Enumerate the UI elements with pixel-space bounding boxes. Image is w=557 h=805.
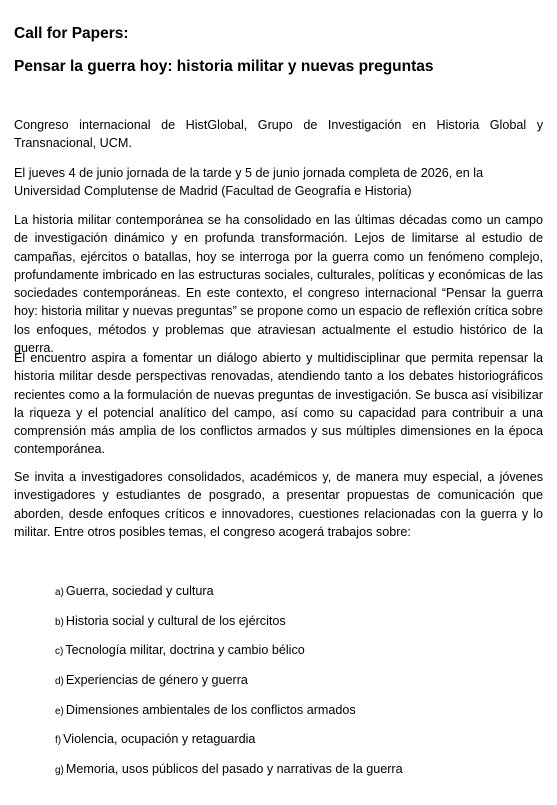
aims-paragraph: El encuentro aspira a fomentar un diálogo abierto y multidisciplinar que permita repensar la historia militar desde perspectivas renovadas, atendiendo tanto a los debates historiográficos recientes como a la formulación de nuevas preguntas de investigación. Se busca así visibilizar la riqueza y el potencial analítico del campo, así como su capacidad para contribuir a una comprensión más amplia de los conflictos armados y sus múltiples dimensiones en la época contemporánea.: [14, 351, 543, 457]
topic-item: [55, 613, 403, 643]
call-for-papers-label: Call for Papers:: [14, 25, 129, 42]
topic-letter: b): [55, 616, 64, 628]
topic-item: [55, 702, 403, 732]
topic-item: [55, 642, 403, 672]
topic-item: [55, 583, 403, 613]
topic-text: Historia social y cultural de los ejércitos: [65, 613, 286, 628]
topic-text: Memoria, usos públicos del pasado y narrativas de la guerra: [65, 762, 403, 777]
invitation-paragraph: Se invita a investigadores consolidados, académicos y, de manera muy especial, a jóvenes investigadores y estudiantes de posgrado, a presentar propuestas de comunicación que aborden, desde enfoques críticos e innovadores, cuestiones relacionadas con la guerra y lo militar. Entre otros posibles temas, el congreso acogerá trabajos sobre:: [14, 470, 543, 539]
topic-letter: d): [55, 676, 64, 688]
topic-text: Guerra, sociedad y cultura: [65, 584, 214, 598]
topic-letter: g): [55, 765, 64, 777]
topic-letter: f): [55, 735, 62, 747]
organizer-paragraph: Congreso internacional de HistGlobal, Grupo de Investigación en Historia Global y Transnacional, UCM.: [14, 118, 543, 151]
topic-item: [55, 731, 403, 761]
topic-letter: a): [55, 587, 64, 598]
topic-text: Dimensiones ambientales de los conflictos armados: [65, 702, 356, 717]
topic-text: Tecnología militar, doctrina y cambio bélico: [65, 643, 305, 658]
intro-paragraph: La historia militar contemporánea se ha consolidado en las últimas décadas como un campo de investigación dinámico y en profunda transformación. Lejos de limitarse al estudio de campañas, ejércitos o batallas, hoy se interroga por la guerra como un fenómeno complejo, profundamente imbricado en las estructuras sociales, culturales, políticas y económicas de las sociedades contemporáneas. En este contexto, el congreso internacional “Pensar la guerra hoy: historia militar y nuevas preguntas” se propone como un espacio de reflexión crítica sobre los enfoques, métodos y problemas que atraviesan actualmente el estudio histórico de la guerra.: [14, 213, 543, 356]
topic-item: [55, 761, 403, 791]
conference-title: Pensar la guerra hoy: historia militar y nuevas preguntas: [14, 58, 434, 75]
date-venue-paragraph: El jueves 4 de junio jornada de la tarde y 5 de junio jornada completa de 2026, en la Universidad Complutense de Madrid (Facultad de Geografía e Historia): [14, 166, 484, 199]
topics-list: [55, 583, 403, 791]
topic-item: [55, 672, 403, 702]
topic-letter: e): [55, 705, 64, 717]
topic-text: Experiencias de género y guerra: [65, 673, 248, 688]
topic-letter: c): [55, 646, 64, 658]
topic-text: Violencia, ocupación y retaguardia: [63, 732, 256, 747]
